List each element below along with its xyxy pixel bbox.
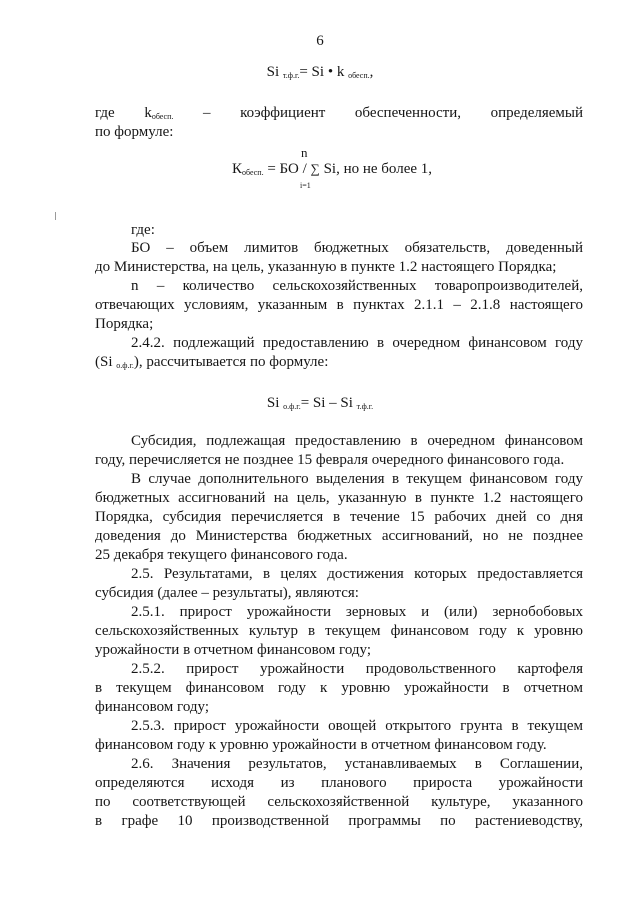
formula-subscript: обесп. bbox=[348, 71, 370, 80]
formula-lower-limit: i=1 bbox=[300, 181, 311, 190]
formula-operator: • bbox=[327, 64, 334, 80]
text-line: в графе 10 производственной программы по растениеводству, bbox=[95, 813, 583, 829]
text-line: В случае дополнительного выделения в текущем финансовом году bbox=[131, 471, 583, 487]
margin-mark bbox=[55, 212, 56, 220]
text-line: где $k_{обесп.}$ – коэффициент обеспеченности, определяемый bbox=[95, 105, 584, 121]
text-line: по соответствующей сельскохозяйственной культуре, указанного bbox=[95, 794, 583, 810]
formula-term: , bbox=[369, 64, 374, 80]
text-line: субсидия (далее – результаты), являются: bbox=[95, 585, 359, 601]
text-line: 2.4.2. подлежащий предоставлению в очередном финансовом году bbox=[131, 335, 583, 351]
text-line: где: bbox=[131, 222, 155, 238]
formula-body: $К_{обесп.}$ = БО / ∑ Si, но не более 1, bbox=[232, 161, 433, 177]
text-line: 2.5.3. прирост урожайности овощей открытого грунта в текущем bbox=[131, 718, 583, 734]
text-line: доведения до Министерства бюджетных ассигнований, но не позднее bbox=[95, 528, 583, 544]
text-line: Порядка; bbox=[95, 316, 154, 332]
text-line: (Si $_{о.ф.г.}$), рассчитывается по формуле: bbox=[95, 354, 329, 370]
formula-subscript: т.ф.г. bbox=[282, 71, 300, 80]
text-line: отвечающих условиям, указанным в пунктах 2.1.1 – 2.1.8 настоящего bbox=[95, 297, 583, 313]
formula-next-year: Si $_{о.ф.г.}$= Si – Si $_{т.ф.г.}$ bbox=[266, 395, 374, 411]
formula-coefficient bbox=[0, 145, 640, 195]
text-line: 2.5.1. прирост урожайности зерновых и (или) зернобобовых bbox=[131, 604, 583, 620]
text-line: определяются исходя из планового прироста урожайности bbox=[95, 775, 583, 791]
text-line: в текущем финансовом году к уровню урожайности в отчетном bbox=[95, 680, 583, 696]
text-line: 2.6. Значения результатов, устанавливаемых в Соглашении, bbox=[131, 756, 583, 772]
formula-term: Si bbox=[266, 64, 280, 80]
text-line: году, перечисляется не позднее 15 февраля очередного финансового года. bbox=[95, 452, 565, 468]
formula-current-year bbox=[0, 64, 640, 81]
text-line: 2.5. Результатами, в целях достижения которых предоставляется bbox=[131, 566, 583, 582]
text-line: бюджетных ассигнований на цель, указанную в пункте 1.2 настоящего bbox=[95, 490, 583, 506]
formula-term: = Si bbox=[299, 64, 325, 80]
sum-sign: ∑ bbox=[310, 161, 320, 176]
text-line: 25 декабря текущего финансового года. bbox=[95, 547, 348, 563]
text-line: урожайности в отчетном финансовом году; bbox=[95, 642, 371, 658]
formula-term: k bbox=[336, 64, 345, 80]
text-line: сельскохозяйственных культур в текущем финансовом году к уровню bbox=[95, 623, 583, 639]
text-line: Порядка, субсидия перечисляется в течение 15 рабочих дней со дня bbox=[95, 509, 583, 525]
text-line: финансовом году; bbox=[95, 699, 210, 715]
text-line: БО – объем лимитов бюджетных обязательств, доведенный bbox=[131, 240, 583, 256]
text-line: до Министерства, на цель, указанную в пункте 1.2 настоящего Порядка; bbox=[95, 259, 557, 275]
text-line: финансовом году к уровню урожайности в отчетном финансовом году. bbox=[95, 737, 547, 753]
text-line: n – количество сельскохозяйственных товаропроизводителей, bbox=[131, 278, 583, 294]
page-number: 6 bbox=[316, 33, 324, 49]
formula-upper-limit: n bbox=[301, 145, 308, 160]
text-line: Субсидия, подлежащая предоставлению в очередном финансовом bbox=[131, 433, 583, 449]
text-line: 2.5.2. прирост урожайности продовольственного картофеля bbox=[131, 661, 583, 677]
text-line: по формуле: bbox=[95, 124, 174, 140]
